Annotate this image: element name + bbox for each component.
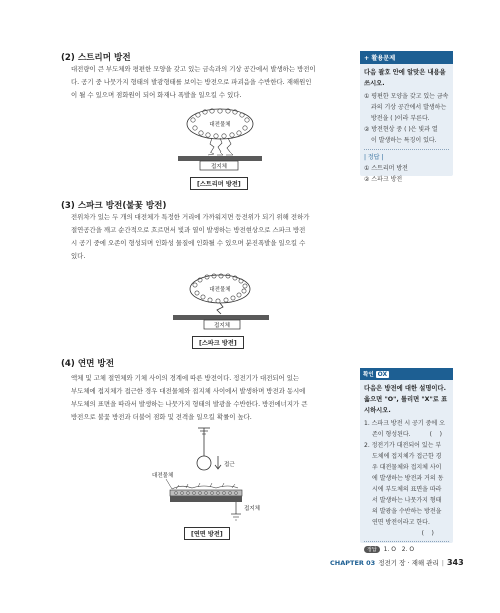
text-line: 서 발생하는 나뭇가지 형태 [372,497,442,504]
text-line: 전위차가 있는 두 개의 대전체가 특정한 거리에 가까워지면 등전위가 되기 위해 전하가 [71,213,310,221]
caption-creeping: [연면 방전] [184,527,230,540]
text-line: 액체 및 고체 절연체와 기체 사이의 경계에 따른 방전이다. 정전기가 대전되어 있는 [71,374,300,382]
charged-body-label: 대전물체 [209,122,231,128]
text-line: 방전으로 불꽃 방전과 더불어 점화 및 전격을 일으킬 확률이 높다. [71,413,252,421]
ground-label: 접지체 [214,323,230,329]
quiz-answer-1: ① 스트리머 방전 [364,165,408,172]
charged-body-label: 대전물체 [152,473,174,479]
footer [330,558,464,567]
text-line: 부도체의 표면을 따라서 발생하는 나뭇가지 형태의 발광을 수반한다. 방전에너지가 큰 [71,400,308,408]
quiz-question: 다음 괄호 안에 알맞은 내용을 쓰시오. [364,69,446,87]
insulator-plate [170,490,242,496]
ox-badge-label: 확인 [363,372,374,378]
ground-label: 접지체 [244,506,260,512]
heading-spark: (3) 스파크 방전(불꽃 방전) [61,201,167,211]
text-line: 이 될 수 있으며 점화원이 되어 화재나 폭발을 일으킬 수 있다. [71,91,242,99]
paragraph-streamer [71,63,351,102]
caption-streamer: [스트리머 방전] [190,177,248,190]
paragraph-creeping [71,372,353,424]
text-line: 부도체에 접지체가 접근한 경우 대전물체와 접지체 사이에서 발생하며 방전과 동시에 [71,387,306,395]
sidebar-quiz [360,51,453,183]
text-line: 방전을 ( )이라 부른다. [371,115,430,122]
sidebar-ox [360,368,453,553]
footer-separator: | [441,558,444,567]
text-line: 도체에 접지체가 접근한 경 [372,453,442,460]
text-line: 의 발광을 수반하는 방전을 [372,508,442,515]
text-line: 우 대전물체와 접지체 사이 [372,464,442,471]
quiz-header: + 활용문제 [360,51,453,64]
text-line: 다. 공기 중 나뭇가지 형태의 발광형태를 보이는 방전으로 파괴음을 수반한다. 재해원인 [71,78,312,86]
ox-header [360,368,453,380]
creeping-discharge-lines [172,486,238,489]
streamer-diagram [170,106,280,174]
creeping-diagram [152,426,272,526]
ground-plate [170,496,242,502]
caption-spark: [스파크 방전] [192,336,244,349]
text-line: ② 방전현상 중 ( )은 빛과 열 [364,126,438,133]
ox-answer-row [364,544,449,555]
text-line: 연면 방전이라고 한다. [372,519,430,526]
text-line: ( ) [372,530,434,537]
text-line: 2. 정전기가 대전되어 있는 부 [364,442,442,449]
text-line: 에 발생하는 방전과 거의 동 [372,475,444,482]
footer-chapter: CHAPTER 03 [330,558,376,567]
quiz-answer-label: | 정답 | [364,154,384,161]
charged-body-label: 대전물체 [209,287,231,293]
text-line: ① 평편한 모양을 갖고 있는 금속 [364,93,449,100]
paragraph-spark [71,211,353,263]
ground-plate [173,315,269,320]
quiz-item-2 [364,124,449,146]
text-line: 존이 형성된다. ( ) [372,431,442,438]
ox-item-1 [364,418,449,440]
text-line: 시에 부도체의 표면을 따라 [372,486,442,493]
text-line: 절연공간을 깨고 순간적으로 흐르면서 빛과 열이 발생하는 방전현상으로 스파크 방전 [71,226,306,234]
text-line: 시 공기 중에 오존이 형성되며 인화성 물질에 인화될 수 있으며 분진폭발을 일으킬 수 [71,239,306,247]
heading-creeping: (4) 연면 방전 [61,359,115,369]
heading-streamer: (2) 스트리머 방전 [61,53,131,63]
ox-answer-text: 1. O 2. O [383,546,415,553]
streamer-branches [210,138,231,152]
spark-diagram [168,272,278,334]
page-number: 343 [446,558,464,567]
ox-badge: OX [377,370,388,378]
ground-electrode [197,456,211,470]
ox-answer-badge: 정답 [364,546,380,553]
ground-plate [178,156,262,161]
quiz-item-1 [364,91,449,124]
ground-label: 접지체 [211,164,227,170]
quiz-answer-2: ② 스파크 방전 [364,176,403,183]
ox-question: 다음은 방전에 대한 설명이다. 옳으면 "O", 틀리면 "X"로 표시하시오. [364,385,448,414]
text-line: 있다. [71,252,86,260]
approach-label: 접근 [224,462,235,468]
spark-line [217,303,223,314]
text-line: 과의 기상 공간에서 발생하는 [371,104,447,111]
ox-item-2 [364,440,449,539]
text-line: 대전량이 큰 부도체와 평편한 모양을 갖고 있는 금속과의 기상 공간에서 발생하는 방전이 [71,65,316,73]
text-line: 1. 스파크 방전 시 공기 중에 오 [364,420,445,427]
text-line: 이 발생하는 특징이 있다. [371,137,437,144]
footer-title: 정전기 장 · 재해 관리 [378,559,439,567]
